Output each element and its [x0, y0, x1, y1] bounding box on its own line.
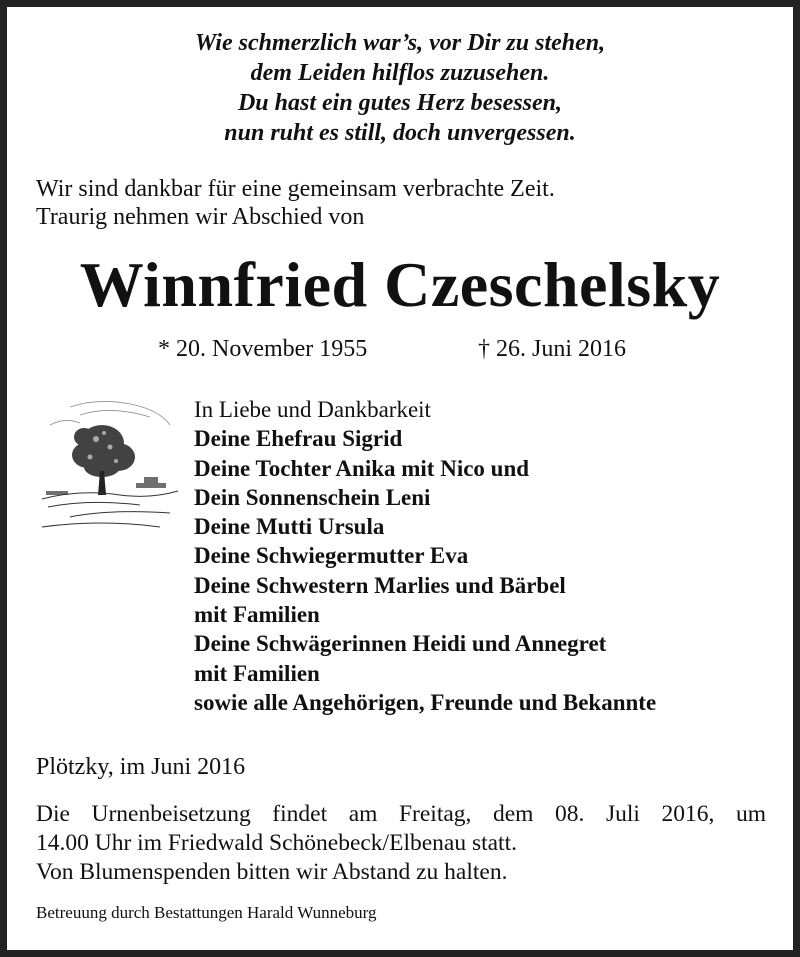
deceased-name: Winnfried Czeschelsky	[79, 249, 721, 320]
mourner-line: Dein Sonnenschein Leni	[194, 484, 431, 510]
poem	[0, 28, 800, 148]
mourner-line: Deine Tochter Anika mit Nico und	[194, 455, 530, 481]
poem-line: Du hast ein gutes Herz besessen,	[237, 90, 563, 116]
notice-line: 14.00 Uhr im Friedwald Schönebeck/Elbenau statt.	[36, 830, 517, 856]
mourner-line: sowie alle Angehörigen, Freunde und Bekannte	[194, 689, 657, 715]
notice-line: Die Urnenbeisetzung findet am Freitag, dem 08. Juli 2016, um	[36, 801, 766, 827]
mourner-line: Deine Ehefrau Sigrid	[194, 426, 403, 452]
intro-text	[36, 175, 555, 231]
intro-line: Wir sind dankbar für eine gemeinsam verbrachte Zeit.	[36, 176, 555, 202]
birth-date: * 20. November 1955	[158, 336, 368, 362]
mourner-line: mit Familien	[194, 660, 320, 686]
poem-line: nun ruht es still, doch unvergessen.	[224, 120, 576, 146]
mourner-line: Deine Schwiegermutter Eva	[194, 543, 469, 569]
poem-line: Wie schmerzlich war’s, vor Dir zu stehen,	[194, 30, 606, 56]
intro-line: Traurig nehmen wir Abschied von	[36, 204, 365, 230]
mourner-line: Deine Mutti Ursula	[194, 514, 385, 540]
undertaker-credit: Betreuung durch Bestattungen Harald Wunneburg	[36, 903, 377, 922]
place-date: Plötzky, im Juni 2016	[36, 754, 246, 780]
mourner-line: mit Familien	[194, 602, 320, 628]
mourner-line: Deine Schwägerinnen Heidi und Annegret	[194, 631, 607, 657]
mourner-line: Deine Schwestern Marlies und Bärbel	[194, 572, 566, 598]
mourners-list	[194, 395, 656, 717]
mourners-lead: In Liebe und Dankbarkeit	[194, 397, 431, 422]
burial-notice	[36, 800, 766, 887]
death-date: † 26. Juni 2016	[478, 336, 627, 362]
poem-line: dem Leiden hilflos zuzusehen.	[250, 60, 550, 86]
tree-landscape-icon	[40, 395, 180, 535]
notice-line: Von Blumenspenden bitten wir Abstand zu halten.	[36, 859, 508, 885]
